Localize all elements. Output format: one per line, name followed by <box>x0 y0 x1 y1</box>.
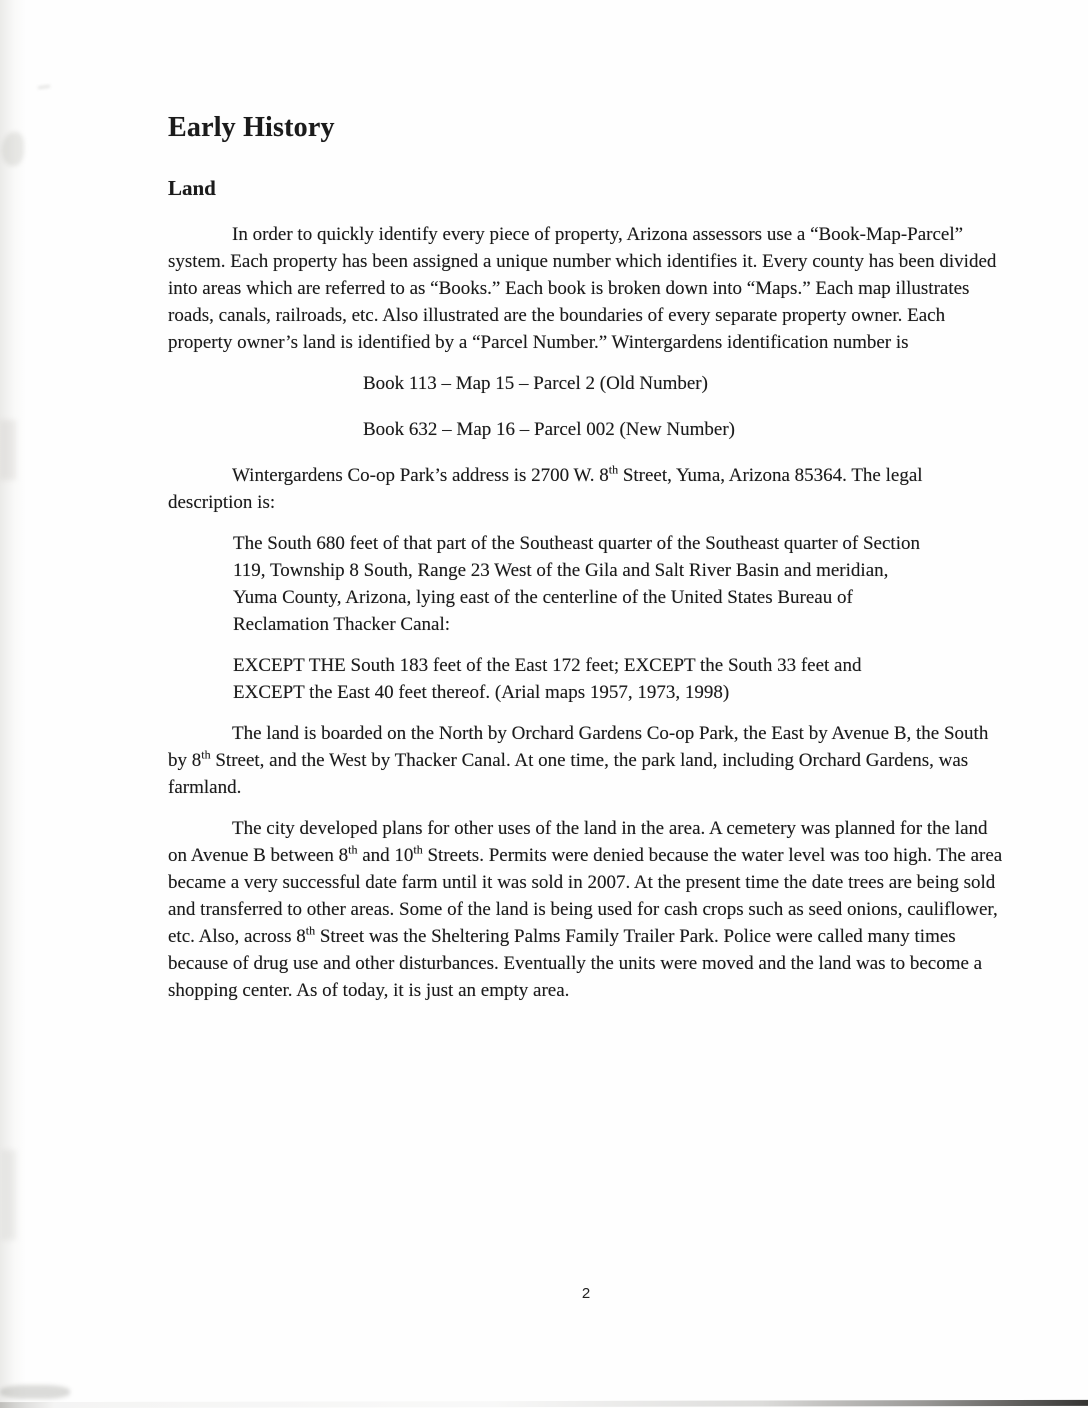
ordinal-suffix: th <box>305 923 316 938</box>
ordinal-suffix: th <box>608 462 619 477</box>
scan-smudge <box>0 1385 70 1399</box>
ordinal-suffix: th <box>348 842 358 857</box>
body-paragraph: The city developed plans for other uses of the land in the area. A cemetery was planned for the land on Avenue B between 8th and 10th Streets. Permits were denied because the water level was too high. The area became a very successful date farm until it was sold in 2007. At the present time the date trees are being sold and transferred to other areas. Some of the land is being used for cash crops such as seed onions, cauliflower, etc. Also, across 8th Street was the Sheltering Palms Family Trailer Park. Police were called many times because of drug use and other disturbances. Eventually the units were moved and the land was to become a shopping center. As of today, it is just an empty area. <box>168 818 1003 1001</box>
section-heading-land: Land <box>168 176 216 200</box>
document-body <box>168 221 1004 1004</box>
ordinal-suffix: th <box>413 842 423 857</box>
body-paragraph: Wintergardens Co-op Park’s address is 2700 W. 8th Street, Yuma, Arizona 85364. The legal description is: <box>168 462 923 513</box>
scan-smudge <box>2 1150 16 1240</box>
book-map-parcel-line: Book 113 – Map 15 – Parcel 2 (Old Number) <box>363 373 708 394</box>
page-number: 2 <box>581 1285 591 1302</box>
legal-description-quote: EXCEPT THE South 183 feet of the East 172 feet; EXCEPT the South 33 feet and EXCEPT the East 40 feet thereof. (Arial maps 1957, 1973, 1998) <box>233 655 862 703</box>
scan-smudge <box>2 132 24 166</box>
document-content <box>168 112 1004 1018</box>
scan-bottom-shadow <box>0 1400 1088 1408</box>
body-paragraph: In order to quickly identify every piece of property, Arizona assessors use a “Book-Map-Parcel” system. Each property has been assigned a unique number which identifies it. Every county has been divided into areas which are referred to as “Books.” Each book is broken down into “Maps.” Each map illustrates roads, canals, railroads, etc. Also illustrated are the boundaries of every separate property owner. Each property owner’s land is identified by a “Parcel Number.” Wintergardens identification number is <box>168 224 997 353</box>
legal-description-quote: The South 680 feet of that part of the Southeast quarter of the Southeast quarter of Section 119, Township 8 South, Range 23 West of the Gila and Salt River Basin and meridian, Yuma County, Arizona, lying east of the centerline of the United States Bureau of Reclamation Thacker Canal: <box>233 533 920 635</box>
scan-left-edge-artifact <box>0 0 26 1408</box>
scan-smudge <box>0 420 16 480</box>
book-map-parcel-line: Book 632 – Map 16 – Parcel 002 (New Number) <box>363 419 736 440</box>
scan-smudge <box>38 85 50 89</box>
ordinal-suffix: th <box>201 747 211 762</box>
document-title: Early History <box>168 112 335 143</box>
body-paragraph: The land is boarded on the North by Orchard Gardens Co-op Park, the East by Avenue B, the South by 8th Street, and the West by Thacker Canal. At one time, the park land, including Orchard Gardens, was farmland. <box>168 723 989 798</box>
